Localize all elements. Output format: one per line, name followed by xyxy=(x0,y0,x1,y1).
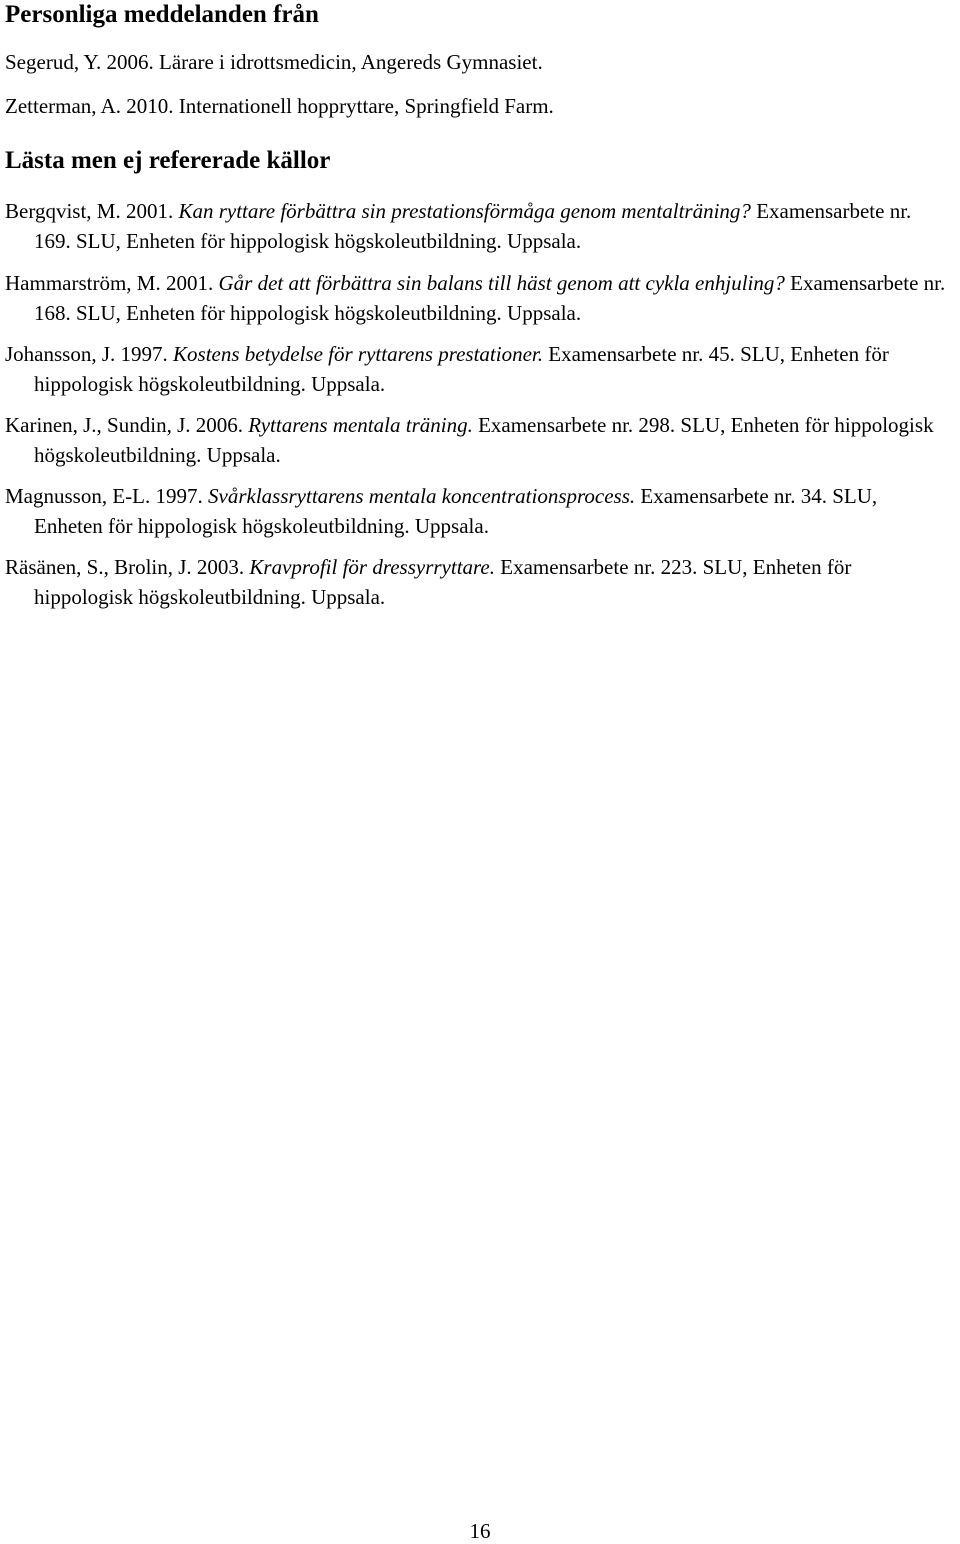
reference-entry xyxy=(5,481,950,541)
reference-entry xyxy=(5,410,950,470)
reference-publication: Examensarbete nr. 34. SLU, Enheten för hippologisk högskoleutbildning. Uppsala. xyxy=(34,484,878,538)
read-sources-heading: Lästa men ej refererade källor xyxy=(5,147,331,174)
personal-communication-item: Zetterman, A. 2010. Internationell hoppryttare, Springfield Farm. xyxy=(5,94,554,118)
reference-publication: Examensarbete nr. 298. SLU, Enheten för hippologisk högskoleutbildning. Uppsala. xyxy=(34,413,934,467)
personal-communication-item: Segerud, Y. 2006. Lärare i idrottsmedicin, Angereds Gymnasiet. xyxy=(5,50,543,74)
reference-title: Ryttarens mentala träning. xyxy=(248,413,473,437)
reference-author: Bergqvist, M. 2001. xyxy=(5,199,179,223)
reference-title: Kan ryttare förbättra sin prestationsförmåga genom mentalträning? xyxy=(178,199,751,223)
reference-publication: Examensarbete nr. 223. SLU, Enheten för hippologisk högskoleutbildning. Uppsala. xyxy=(34,555,852,609)
reference-publication: Examensarbete nr. 45. SLU, Enheten för hippologisk högskoleutbildning. Uppsala. xyxy=(34,342,889,396)
page-number: 16 xyxy=(469,1519,491,1543)
reference-entry xyxy=(5,268,950,328)
reference-author: Räsänen, S., Brolin, J. 2003. xyxy=(5,555,250,579)
reference-publication: Examensarbete nr. 169. SLU, Enheten för hippologisk högskoleutbildning. Uppsala. xyxy=(34,199,912,253)
reference-title: Svårklassryttarens mentala koncentrationsprocess. xyxy=(208,484,636,508)
reference-author: Karinen, J., Sundin, J. 2006. xyxy=(5,413,249,437)
reference-title: Kostens betydelse för ryttarens prestationer. xyxy=(173,342,544,366)
reference-entry xyxy=(5,552,950,612)
reference-title: Kravprofil för dressyrryttare. xyxy=(249,555,496,579)
reference-title: Går det att förbättra sin balans till häst genom att cykla enhjuling? xyxy=(218,271,785,295)
reference-entry xyxy=(5,196,950,256)
reference-entry xyxy=(5,339,950,399)
reference-publication: Examensarbete nr. 168. SLU, Enheten för hippologisk högskoleutbildning. Uppsala. xyxy=(34,271,946,325)
reference-author: Magnusson, E-L. 1997. xyxy=(5,484,208,508)
reference-author: Johansson, J. 1997. xyxy=(5,342,174,366)
personal-communications-heading: Personliga meddelanden från xyxy=(5,1,319,28)
reference-author: Hammarström, M. 2001. xyxy=(5,271,219,295)
